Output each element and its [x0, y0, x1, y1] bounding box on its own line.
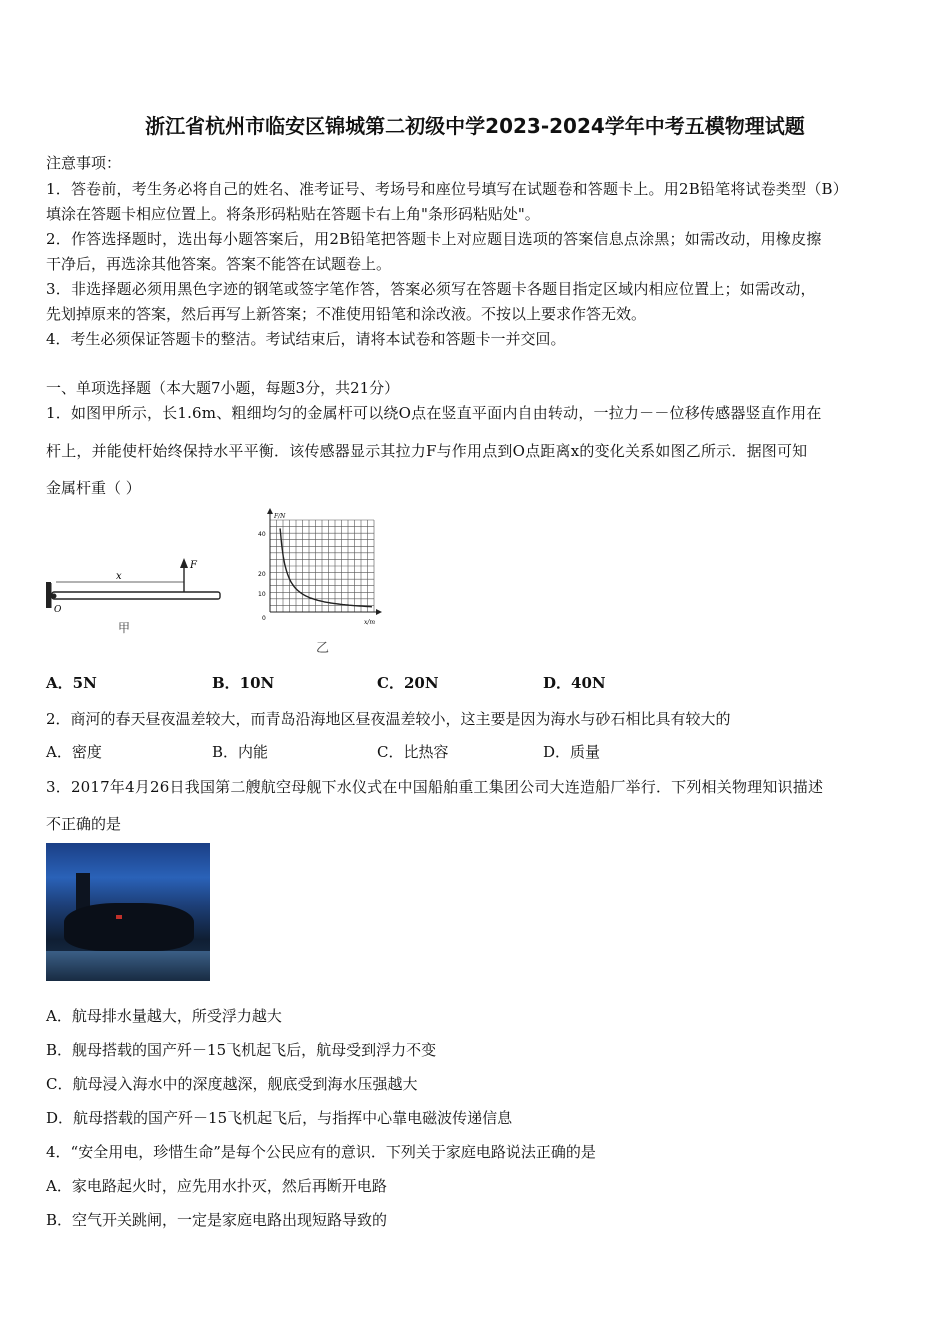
figure-jia-label: 甲: [118, 621, 131, 635]
section-heading: 一、单项选择题（本大题7小题，每题3分，共21分）: [46, 379, 400, 397]
q2-option-d[interactable]: D．质量: [543, 743, 601, 761]
notice-line: 3．非选择题必须用黑色字迹的钢笔或签字笔作答，答案必须写在答题卡各题目指定区域内相应位置上；如需改动，: [46, 280, 816, 298]
pivot-label: O: [54, 605, 62, 615]
distance-label: x: [116, 571, 122, 582]
q4-option-b[interactable]: B．空气开关跳闸，一定是家庭电路出现短路导致的: [46, 1211, 388, 1229]
notice-line: 2．作答选择题时，选出每小题答案后，用2B铅笔把答题卡上对应题目选项的答案信息点涂黑；如需改动，用橡皮擦: [46, 230, 822, 248]
q1-option-d[interactable]: D．40N: [543, 674, 606, 692]
graph-y-tick: 10: [258, 591, 266, 598]
question-1-line: 杆上，并能使杆始终保持水平平衡．该传感器显示其拉力F与作用点到O点距离x的变化关系如图乙所示．据图可知: [46, 442, 808, 460]
force-label: F: [190, 560, 197, 571]
graph-y-tick: 40: [258, 531, 266, 538]
question-1-line: 金属杆重（ ）: [46, 479, 141, 497]
exam-title: 浙江省杭州市临安区锦城第二初级中学2023-2024学年中考五模物理试题: [145, 114, 805, 138]
figure-graph: [252, 508, 382, 656]
notice-line: 1．答卷前，考生务必将自己的姓名、准考证号、考场号和座位号填写在试题卷和答题卡上。用2B铅笔将试卷类型（B）: [46, 180, 848, 198]
q2-option-a[interactable]: A．密度: [46, 743, 102, 761]
notice-line: 先划掉原来的答案，然后再写上新答案；不准使用铅笔和涂改液。不按以上要求作答无效。: [46, 305, 647, 323]
q4-option-a[interactable]: A．家电路起火时，应先用水扑灭，然后再断开电路: [46, 1177, 387, 1195]
q1-option-c[interactable]: C．20N: [377, 674, 439, 692]
aircraft-carrier-photo: [46, 843, 210, 981]
q2-option-b[interactable]: B．内能: [212, 743, 269, 761]
figure-yi-label: 乙: [316, 641, 330, 656]
q3-option-d[interactable]: D．航母搭载的国产歼－15飞机起飞后，与指挥中心靠电磁波传递信息: [46, 1109, 513, 1127]
question-3-line: 不正确的是: [46, 815, 122, 833]
question-2-text: 2．商河的春天昼夜温差较大，而青岛沿海地区昼夜温差较小，这主要是因为海水与砂石相比具有较大的: [46, 710, 731, 728]
question-4-text: 4．“安全用电，珍惜生命”是每个公民应有的意识．下列关于家庭电路说法正确的是: [46, 1143, 596, 1161]
notice-line: 干净后，再选涂其他答案。答案不能答在试题卷上。: [46, 255, 392, 273]
q3-option-a[interactable]: A．航母排水量越大，所受浮力越大: [46, 1007, 282, 1025]
notice-line: 4．考生必须保证答题卡的整洁。考试结束后，请将本试卷和答题卡一并交回。: [46, 330, 566, 348]
q3-option-c[interactable]: C．航母浸入海水中的深度越深，舰底受到海水压强越大: [46, 1075, 418, 1093]
notice-heading: 注意事项：: [46, 154, 122, 172]
graph-origin-label: 0: [262, 615, 266, 622]
question-3-line: 3．2017年4月26日我国第二艘航空母舰下水仪式在中国船舶重工集团公司大连造船厂举行．下列相关物理知识描述: [46, 778, 824, 796]
figure-lever: [44, 530, 224, 640]
graph-y-tick: 20: [258, 571, 266, 578]
q1-option-a[interactable]: A．5N: [46, 674, 97, 692]
q1-option-b[interactable]: B．10N: [212, 674, 275, 692]
graph-y-axis-label: F/N: [274, 513, 286, 520]
q3-option-b[interactable]: B．舰母搭载的国产歼－15飞机起飞后，航母受到浮力不变: [46, 1041, 437, 1059]
notice-line: 填涂在答题卡相应位置上。将条形码粘贴在答题卡右上角"条形码粘贴处"。: [46, 205, 540, 223]
question-1-line: 1．如图甲所示，长1.6m、粗细均匀的金属杆可以绕O点在竖直平面内自由转动，一拉力－－位移传感器竖直作用在: [46, 404, 822, 422]
q2-option-c[interactable]: C．比热容: [377, 743, 449, 761]
graph-x-axis-label: x/m: [364, 619, 376, 626]
